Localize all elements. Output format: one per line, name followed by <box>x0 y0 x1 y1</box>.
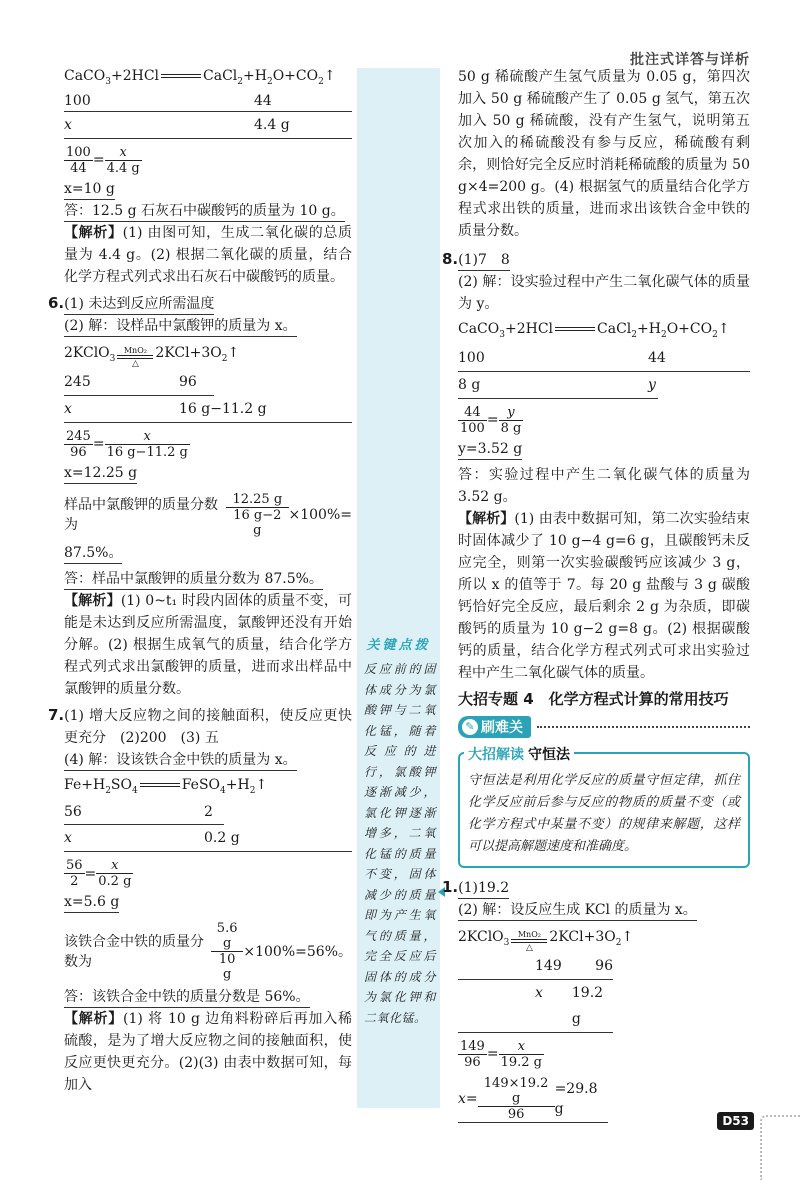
ratio-row: 56 2 <box>64 800 224 825</box>
page-number: D53 <box>717 1112 754 1130</box>
key-tip-text: 反应前的固体成分为氯酸钾与二氧化锰，随着反应的进行，氯酸钾逐渐减少，氯化钾逐渐增多，二氧化锰的质量不变，固体减少的质量即为产生氧气的质量，完全反应后固体的成分为氯化钾和二氧化锰。 <box>364 662 436 1025</box>
equation-fe: $Fe+H_2SO_4$ $FeSO_4+H_2↑$ <box>64 776 268 796</box>
difficulty-band <box>458 716 750 738</box>
ratio-row: x 16 g−11.2 g <box>64 396 352 423</box>
q1-solution-intro: (2) 解：设反应生成 KCl 的质量为 x。 <box>458 899 750 921</box>
proportion: $\frac{44}{100}$ = $\frac{y}{8 g}$ <box>460 404 522 436</box>
question-7: 7.(1) 增大反应物之间的接触面积，使反应更快更充分 (2)200 (3) 五 <box>48 705 352 746</box>
key-tip-sidebar <box>357 68 440 1108</box>
key-tip-title: 关键点拨 <box>366 638 431 653</box>
q7-analysis-continued: 50 g 稀硫酸产生氢气质量为 0.05 g，第四次加入 50 g 稀硫酸产生了 0.05 g 氢气，第五次加入 50 g 稀硫酸，没有产生氢气，说明第五次加入的稀硫酸没有参与反应，稀硫酸有剩余，则恰好完全反应时消耗稀硫酸的质量为 50 g×4=200 g。(4) 根据氢气的质量结合化学方程式求出铁的质量，进而求出该铁合金中铁的质量分数。 <box>458 69 750 239</box>
q8-solution-intro: (2) 解：设实验过程中产生二氧化碳气体的质量为 y。 <box>458 274 750 312</box>
result: x=10 g <box>64 178 352 200</box>
final-calc: x= $\frac{149\times 19.2 g}{96}$ =29.8 g <box>458 1076 608 1123</box>
answer: 答：12.5 g 石灰石中碳酸钙的质量为 10 g。 <box>64 200 352 222</box>
section-title: 大招专题 4 化学方程式计算的常用技巧 <box>458 689 729 708</box>
answer: 答：实验过程中产生二氧化碳气体的质量为 3.52 g。 <box>458 466 750 505</box>
ratio-row: 149 96 <box>458 953 613 980</box>
answer: 答：该铁合金中铁的质量分数是 56%。 <box>64 986 352 1008</box>
q7-solution-intro: (4) 解：设该铁合金中铁的质量为 x。 <box>64 749 352 771</box>
band-tag: ✎ 刷难关 <box>458 716 531 738</box>
question-6: 6.(1) 未达到反应所需温度 <box>64 292 352 315</box>
q6-solution-intro: (2) 解：设样品中氯酸钾的质量为 x。 <box>64 315 352 337</box>
proportion: $\frac{56}{2}$ = $\frac{x}{0.2 g}$ <box>66 858 132 890</box>
dotted-divider <box>537 726 750 728</box>
percent-calc: 样品中氯酸钾的质量分数为 $\frac{12.25 g}{16 g-2 g}$ ×100%= <box>64 491 352 538</box>
pen-icon: ✎ <box>462 719 478 735</box>
analysis: 【解析】(1) 0~t₁ 时段内固体的质量不变，可能是未达到反应所需温度，氯酸钾还没有开始分解。(2) 根据生成氧气的质量，结合化学方程式列式求出氯酸钾的质量，进而求出样品中氯酸钾的质量分数。 <box>64 592 353 697</box>
ratio-row: 245 96 <box>64 369 214 396</box>
ratio-row: x 19.2 g <box>458 980 613 1033</box>
ratio-row: 100 44 <box>458 345 750 372</box>
percent-calc: 该铁合金中铁的质量分数为 $\frac{5.6 g}{10 g}$ ×100%=56%。 <box>64 921 352 983</box>
percent-result: 87.5%。 <box>64 542 352 564</box>
proportion: $\frac{245}{96}$ = $\frac{x}{16 g-11.2 g}$ <box>66 428 188 460</box>
result: y=3.52 g <box>458 438 750 460</box>
question-8: 8.(1)7 8 <box>458 248 750 271</box>
equation-caco3: CaCO$_3$+2HCl $CaCl_2+H_2O+CO_2↑$ <box>64 68 336 87</box>
page-corner-decoration <box>760 1115 800 1180</box>
ratio-row: x 0.2 g <box>64 825 352 852</box>
analysis: 【解析】(1) 由表中数据可知，第二次实验结束时固体减少了 10 g−4 g=6 g，且碳酸钙未反应完全，则第一次实验碳酸钙应该减少 3 g，所以 x 的值等于 7。每 20 g 盐酸与 3 g 碳酸钙恰好完全反应，最后剩余 2 g 为杂质，即碳酸钙的质量为 10 g−2 g=8 g。(2) 根据碳酸钙的质量，结合化学方程式列式可求出实验过程中产生二氧化碳气体的质量。 <box>458 510 751 681</box>
proportion: $\frac{100}{44}$ = $\frac{x}{4.4 g}$ <box>66 144 140 176</box>
answer: 答：样品中氯酸钾的质量分数为 87.5%。 <box>64 568 352 590</box>
page-header: 批注式详答与详析 <box>630 52 750 68</box>
ratio-row: x 4.4 g <box>64 112 352 139</box>
analysis: 【解析】(1) 由图可知，生成二氧化碳的总质量为 4.4 g。(2) 根据二氧化碳的质量，结合化学方程式列式求出石灰石中碳酸钙的质量。 <box>64 224 353 285</box>
equation-caco3-2: CaCO$_3$+2HCl $CaCl_2+H_2O+CO_2↑$ <box>458 321 730 340</box>
right-column <box>442 66 751 1125</box>
result: x=12.25 g <box>64 462 352 484</box>
equation-kclo3-2: 2KClO$_3$ MnO₂ △ $2KCl+3O_2↑$ <box>458 928 634 953</box>
method-tip-label: 大招解读 守恒法 <box>464 744 574 764</box>
method-tip-box <box>458 746 750 868</box>
analysis: 【解析】(1) 将 10 g 边角料粉碎后再加入稀硫酸，是为了增大反应物之间的接触面积，使反应更快更充分。(2)(3) 由表中数据可知，每加入 <box>64 1011 352 1094</box>
ratio-row: 8 g y <box>458 372 658 399</box>
equation-kclo3: 2KClO$_3$ MnO₂ △ $2KCl+3O_2↑$ <box>64 344 240 369</box>
ratio-row: 100 44 <box>64 92 352 112</box>
method-tip-text: 守恒法是利用化学反应的质量守恒定律，抓住化学反应前后参与反应的物质的质量不变（或化学方程式中某量不变）的规律来解题，这样可以提高解题速度和准确度。 <box>468 772 740 854</box>
left-column <box>48 66 353 1096</box>
proportion: $\frac{149}{96}$ = $\frac{x}{19.2 g}$ <box>460 1038 542 1070</box>
result: x=5.6 g <box>64 891 352 913</box>
question-1: 1.(1)19.2 <box>458 876 750 899</box>
